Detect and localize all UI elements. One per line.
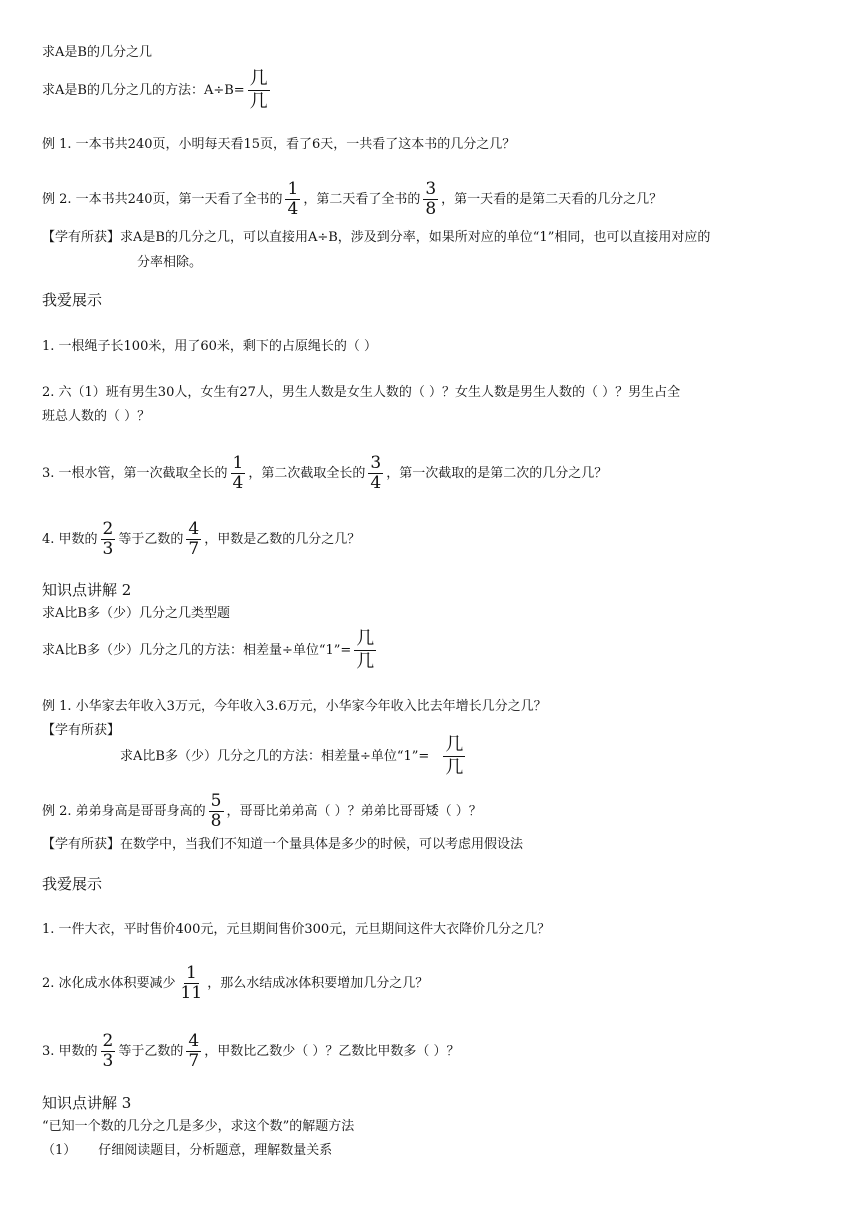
example-1: 例 1. 小华家去年收入3万元，今年收入3.6万元，小华家今年收入比去年增长几分之几？ — [42, 699, 547, 714]
question-4: 4. 甲数的 $\frac{2}{3}$ 等于乙数的 $\frac{4}{7}$ ，甲数是乙数的几分之几？ — [42, 519, 361, 559]
fraction: $\frac{4}{7}$ — [188, 1031, 200, 1071]
fraction: $\frac{3}{8}$ — [425, 179, 437, 219]
method-fraction: $\frac{\text{几}}{\text{几}}$ — [356, 628, 375, 672]
section-heading-3: 知识点讲解 3 — [42, 1094, 132, 1112]
gain-label: 【学有所获】 — [42, 723, 121, 738]
section-title: 求A是B的几分之几 — [42, 45, 152, 60]
step-1: （1） 仔细阅读题目，分析题意，理解数量关系 — [42, 1143, 333, 1158]
example-2: 例 2. 弟弟身高是哥哥身高的 $\frac{5}{8}$ ，哥哥比弟弟高（ ）？弟弟比哥哥矮（ ）？ — [42, 791, 482, 831]
question-3: 3. 一根水管，第一次截取全长的 $\frac{1}{4}$ ，第二次截取全长的 $\frac{3}{4}$ ，第一次截取的是第二次的几分之几？ — [42, 453, 608, 493]
method-fraction: $\frac{\text{几}}{\text{几}}$ — [249, 68, 268, 112]
method-line: 求A比B多（少）几分之几的方法：相差量÷单位“1”= $\frac{\text{几}}{\text{几}}$ — [42, 628, 375, 672]
gain-note: 【学有所获】求A比B多（少）几分之几的方法：相差量÷单位“1”= $\frac{\text{几}}{\text{几}}$ — [42, 723, 464, 778]
fraction: $\frac{5}{8}$ — [210, 791, 222, 831]
fraction: $\frac{2}{3}$ — [102, 519, 114, 559]
question-1: 1. 一件大衣，平时售价400元，元旦期间售价300元，元旦期间这件大衣降价几分之几？ — [42, 922, 551, 937]
section-title: 求A比B多（少）几分之几类型题 — [42, 606, 230, 621]
fraction: $\frac{1}{4}$ — [232, 453, 244, 493]
question-1: 1. 一根绳子长100米，用了60米，剩下的占原绳长的（ ） — [42, 339, 378, 354]
show-heading: 我爱展示 — [42, 875, 103, 893]
question-2: 2. 冰化成水体积要减少 $\frac{1}{11}$ ，那么水结成冰体积要增加几分之几？ — [42, 963, 429, 1003]
method-line: 求A是B的几分之几的方法：A÷B= $\frac{\text{几}}{\text{几}}$ — [42, 68, 268, 112]
gain-note: 【学有所获】求A是B的几分之几，可以直接用A÷B，涉及到分率，如果所对应的单位“1”相同，也可以直接用对应的 — [42, 230, 711, 245]
question-3: 3. 甲数的 $\frac{2}{3}$ 等于乙数的 $\frac{4}{7}$ ，甲数比乙数少（ ）？乙数比甲数多（ ）？ — [42, 1031, 460, 1071]
fraction: $\frac{2}{3}$ — [102, 1031, 114, 1071]
gain-note-2: 【学有所获】在数学中，当我们不知道一个量具体是多少的时候，可以考虑用假设法 — [42, 837, 524, 852]
example-2: 例 2. 一本书共240页，第一天看了全书的 $\frac{1}{4}$ ，第二天看了全书的 $\frac{3}{8}$ ，第一天看的是第二天看的几分之几？ — [42, 179, 663, 219]
fraction: $\frac{3}{4}$ — [370, 453, 382, 493]
fraction: $\frac{1}{11}$ — [180, 963, 203, 1003]
show-heading: 我爱展示 — [42, 291, 103, 309]
gain-label: 【学有所获】 — [42, 230, 121, 245]
question-2: 2. 六（1）班有男生30人，女生有27人，男生人数是女生人数的（ ）？女生人数是男生人数的（ ）？男生占全 — [42, 385, 681, 400]
fraction: $\frac{1}{4}$ — [287, 179, 299, 219]
section-title: “已知一个数的几分之几是多少，求这个数”的解题方法 — [42, 1119, 355, 1134]
section-heading-2: 知识点讲解 2 — [42, 581, 132, 599]
gain-note-cont: 分率相除。 — [137, 255, 203, 270]
question-2-cont: 班总人数的（ ）？ — [42, 409, 151, 424]
method-fraction: $\frac{\text{几}}{\text{几}}$ — [445, 734, 464, 778]
example-1: 例 1. 一本书共240页，小明每天看15页，看了6天，一共看了这本书的几分之几？ — [42, 137, 516, 152]
gain-label: 【学有所获】 — [42, 837, 121, 852]
fraction: $\frac{4}{7}$ — [188, 519, 200, 559]
